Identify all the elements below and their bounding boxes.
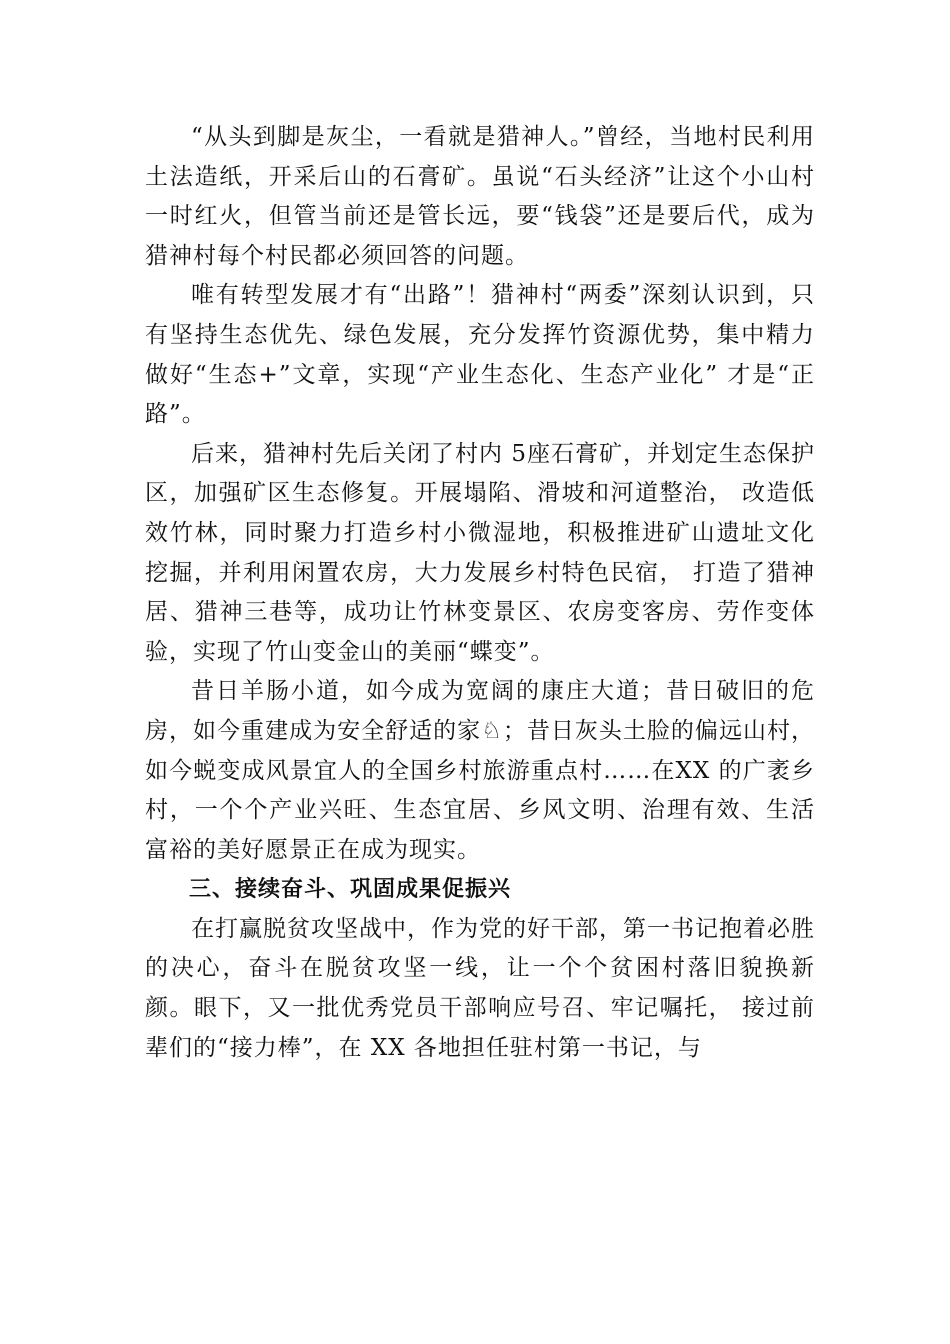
paragraph-first-secretary: 在打赢脱贫攻坚战中，作为党的好干部，第一书记抱着必胜的决心，奋斗在脱贫攻坚一线，让一个个贫困村落旧貌换新颜。眼下，又一批优秀党员干部响应号召、牢记嘱托， 接过前辈们的“接力棒”，在 XX 各地担任驻村第一书记，与	[145, 915, 815, 1061]
document-body	[145, 118, 815, 1068]
section-heading: 三、接续奋斗、巩固成果促振兴	[189, 877, 512, 903]
paragraph-intro: “从头到脚是灰尘，一看就是猎神人。”曾经，当地村民利用土法造纸，开采后山的石膏矿。虽说“石头经济”让这个小山村一时红火，但管当前还是管长远，要“钱袋”还是要后代，成为猎神村每个村民都必须回答的问题。	[145, 124, 815, 269]
paragraph-ecology-measures: 后来，猎神村先后关闭了村内 5座石膏矿，并划定生态保护区，加强矿区生态修复。开展塌陷、滑坡和河道整治， 改造低效竹林，同时聚力打造乡村小微湿地，积极推进矿山遗址文化挖掘，并利用闲置农房，大力发展乡村特色民宿， 打造了猎神居、猎神三巷等，成功让竹林变景区、农房变客房、劳作变体验，实现了竹山变金山的美丽“蝶变”。	[145, 440, 815, 665]
paragraph-transformation: 唯有转型发展才有“出路”！猎神村“两委”深刻认识到，只有坚持生态优先、绿色发展，充分发挥竹资源优势，集中精力做好“生态+”文章，实现“产业生态化、生态产业化” 才是“正路”。	[145, 282, 815, 428]
paragraph-village-changes: 昔日羊肠小道，如今成为宽阔的康庄大道；昔日破旧的危房，如今重建成为安全舒适的家♘；昔日灰头土脸的偏远山村，如今蜕变成风景宜人的全国乡村旅游重点村……在XX 的广袤乡村，一个个产业兴旺、生态宜居、乡风文明、治理有效、生活富裕的美好愿景正在成为现实。	[145, 678, 815, 863]
